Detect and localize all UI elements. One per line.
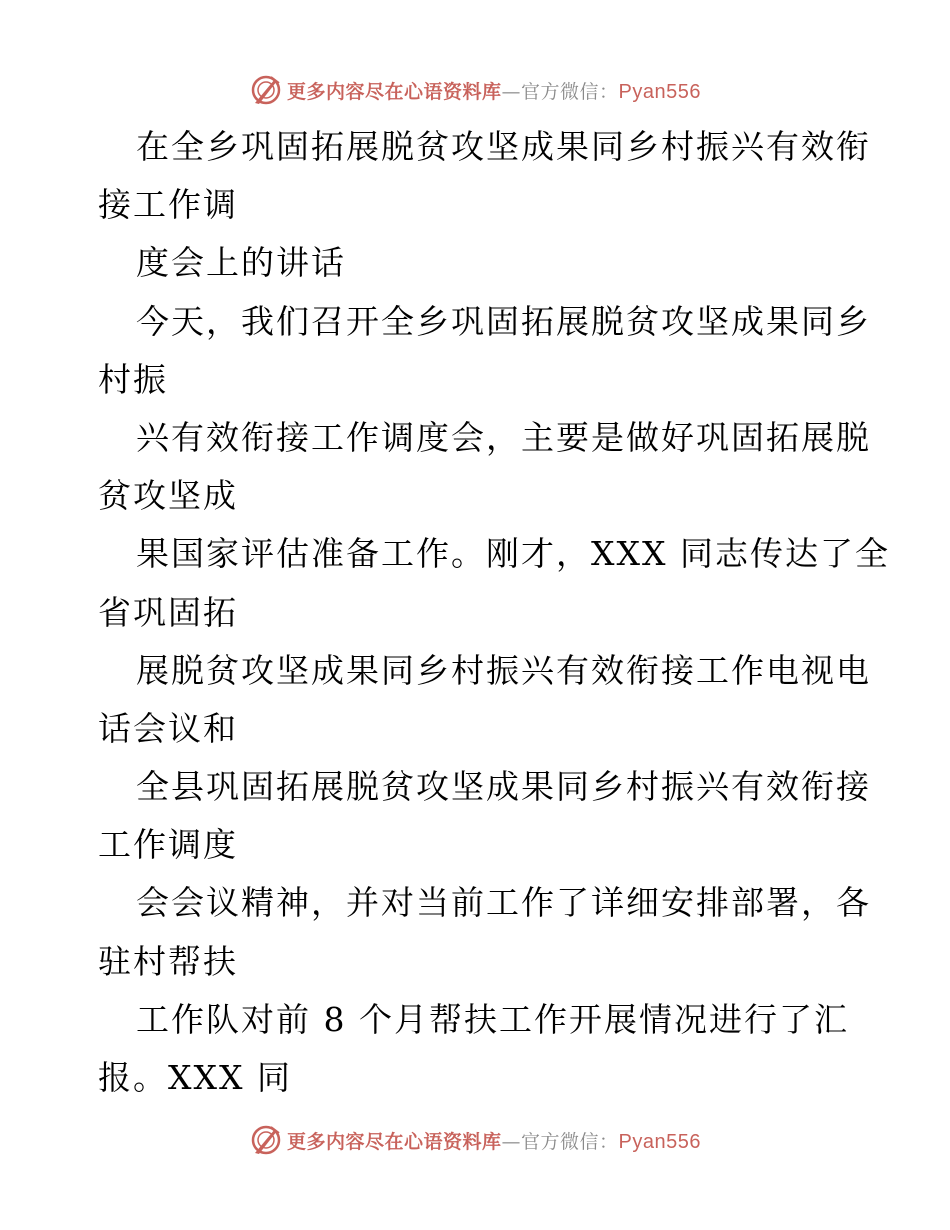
text-line: 今天，我们召开全乡巩固拓展脱贫攻坚成果同乡 (136, 301, 871, 341)
watermark-dash: — (501, 80, 522, 103)
watermark-text (287, 77, 701, 104)
watermark-banner-bottom (0, 1120, 950, 1160)
watermark-official-label: 官方微信： (521, 1130, 619, 1153)
watermark-text (287, 1127, 701, 1154)
text-line: 村振 (98, 359, 168, 399)
text-line: 接工作调 (98, 185, 238, 225)
quill-seal-icon (249, 1123, 283, 1157)
watermark-banner-top (0, 70, 950, 110)
text-line: 全县巩固拓展脱贫攻坚成果同乡村振兴有效衔接 (136, 767, 871, 807)
text-line: 工作调度 (98, 825, 238, 865)
document-body (98, 118, 890, 1107)
text-line: 在全乡巩固拓展脱贫攻坚成果同乡村振兴有效衔 (136, 127, 871, 166)
watermark-wechat-id: Pyan556 (618, 80, 701, 103)
watermark-dash: — (501, 1130, 522, 1153)
text-line: 度会上的讲话 (136, 243, 346, 283)
text-line: 报。XXX 同 (98, 1058, 292, 1097)
watermark-brand: 更多内容尽在心语资料库 (287, 80, 502, 103)
text-line: 省巩固拓 (98, 592, 238, 632)
text-line: 工作队对前 8 个月帮扶工作开展情况进行了汇 (136, 999, 849, 1039)
quill-seal-icon (249, 73, 283, 107)
text-line: 会会议精神，并对当前工作了详细安排部署，各 (136, 883, 871, 923)
text-line: 话会议和 (98, 708, 238, 748)
text-line: 展脱贫攻坚成果同乡村振兴有效衔接工作电视电 (136, 650, 871, 690)
watermark-brand: 更多内容尽在心语资料库 (287, 1130, 502, 1153)
watermark-wechat-id: Pyan556 (618, 1130, 701, 1153)
watermark-official-label: 官方微信： (521, 80, 619, 103)
text-line: 兴有效衔接工作调度会，主要是做好巩固拓展脱 (136, 417, 871, 457)
text-line: 果国家评估准备工作。刚才，XXX 同志传达了全 (136, 534, 890, 574)
text-line: 驻村帮扶 (98, 941, 238, 981)
text-line: 贫攻坚成 (98, 476, 238, 516)
